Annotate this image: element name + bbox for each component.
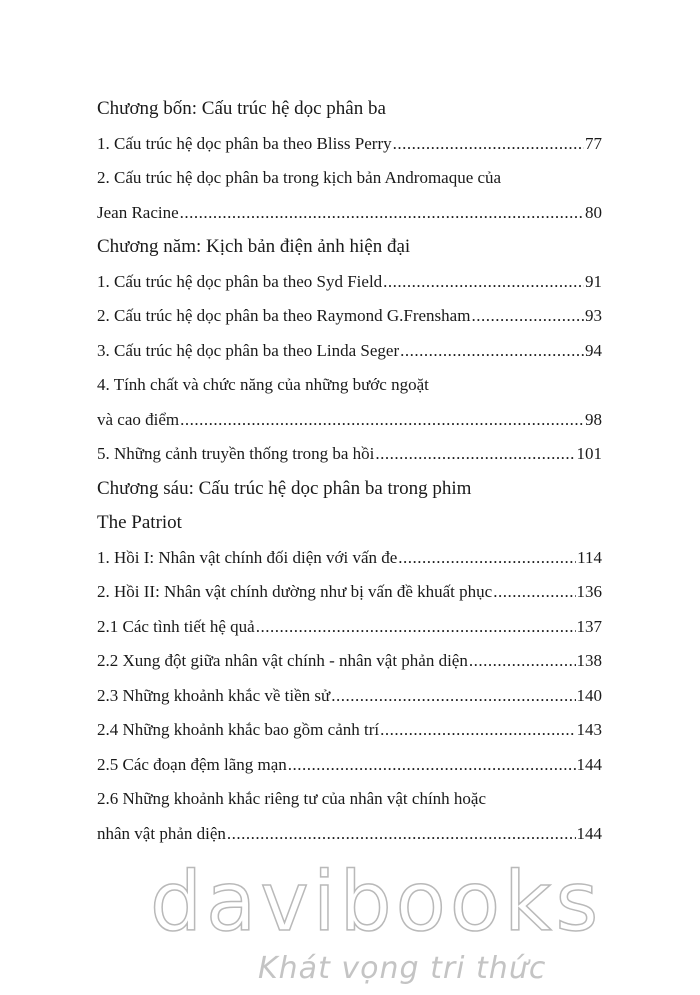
toc-entry [97, 299, 602, 334]
entry-title: 2. Hồi II: Nhân vật chính dường như bị vấn đề khuất phục [97, 582, 493, 601]
chapter-title: Chương bốn: Cấu trúc hệ dọc phân ba [97, 98, 386, 119]
dot-leader [383, 265, 584, 300]
entry-title: 2.2 Xung đột giữa nhân vật chính - nhân vật phản diện [97, 651, 468, 670]
table-of-contents [97, 92, 602, 851]
chapter-heading [97, 92, 602, 127]
page-number: 140 [576, 685, 602, 705]
chapter-title: Chương sáu: Cấu trúc hệ dọc phân ba trong phim [97, 477, 472, 499]
entry-title: 4. Tính chất và chức năng của những bước ngoặt [97, 375, 429, 394]
page-number: 137 [576, 616, 602, 636]
toc-entry [97, 782, 602, 817]
toc-entry [97, 748, 602, 783]
toc-entry [97, 127, 602, 162]
entry-title: và cao điểm [97, 409, 180, 429]
watermark-slogan: Khát vọng tri thức [258, 951, 547, 986]
toc-entry [97, 541, 602, 576]
toc-entry [97, 610, 602, 645]
page-number: 101 [576, 444, 602, 463]
dot-leader [400, 334, 584, 369]
toc-entry [97, 644, 602, 679]
page-number: 143 [576, 720, 602, 739]
toc-entry [97, 713, 602, 748]
toc-entry [97, 161, 602, 196]
dot-leader [471, 299, 584, 334]
dot-leader [393, 127, 584, 162]
entry-title: 5. Những cảnh truyền thống trong ba hồi [97, 444, 375, 463]
dot-leader [375, 437, 575, 472]
dot-leader [288, 748, 576, 783]
entry-title: 2.5 Các đoạn đệm lãng mạn [97, 754, 287, 774]
toc-entry [97, 368, 602, 403]
page-number: 91 [585, 271, 602, 291]
page-number: 80 [585, 202, 602, 222]
page-number: 98 [585, 409, 602, 429]
dot-leader [380, 713, 575, 748]
page-number: 144 [576, 754, 602, 774]
entry-title: 1. Hồi I: Nhân vật chính đối diện với vấn đe [97, 547, 398, 567]
entry-title: 2.1 Các tình tiết hệ quả [97, 616, 255, 636]
chapter-heading [97, 472, 602, 507]
watermark [0, 855, 700, 995]
entry-title: 2.4 Những khoảnh khắc bao gồm cảnh trí [97, 720, 380, 739]
dot-leader [493, 575, 575, 610]
toc-entry [97, 334, 602, 369]
toc-entry [97, 575, 602, 610]
entry-title: 2. Cấu trúc hệ dọc phân ba theo Raymond G.Frensham [97, 306, 471, 325]
entry-title: nhân vật phản diện [97, 823, 226, 843]
watermark-brand: davibooks [150, 855, 603, 950]
chapter-title: The Patriot [97, 512, 182, 533]
toc-entry [97, 817, 602, 852]
toc-entry [97, 437, 602, 472]
entry-title: 2.6 Những khoảnh khắc riêng tư của nhân vật chính hoặc [97, 789, 487, 808]
dot-leader [256, 610, 576, 645]
toc-entry [97, 196, 602, 231]
dot-leader [331, 679, 575, 714]
entry-title: 3. Cấu trúc hệ dọc phân ba theo Linda Seger [97, 340, 400, 360]
toc-entry [97, 265, 602, 300]
page-number: 77 [585, 133, 602, 153]
entry-title: Jean Racine [97, 202, 179, 222]
page-number: 93 [585, 306, 602, 325]
entry-title: 1. Cấu trúc hệ dọc phân ba theo Bliss Perry [97, 133, 392, 153]
dot-leader [227, 817, 576, 852]
page-number: 94 [585, 340, 602, 360]
page-number: 136 [576, 582, 602, 601]
entry-title: 1. Cấu trúc hệ dọc phân ba theo Syd Field [97, 271, 383, 291]
page-number: 114 [577, 547, 602, 567]
toc-entry [97, 403, 602, 438]
chapter-heading [97, 230, 602, 265]
dot-leader [398, 541, 576, 576]
entry-title: 2.3 Những khoảnh khắc về tiền sử [97, 685, 331, 705]
dot-leader [469, 644, 576, 679]
dot-leader [180, 403, 584, 438]
chapter-title: Chương năm: Kịch bản điện ảnh hiện đại [97, 236, 411, 257]
toc-entry [97, 679, 602, 714]
page-number: 144 [576, 823, 602, 843]
chapter-heading [97, 506, 602, 541]
page-number: 138 [576, 651, 602, 670]
dot-leader [180, 196, 584, 231]
entry-title: 2. Cấu trúc hệ dọc phân ba trong kịch bản Andromaque của [97, 168, 502, 187]
